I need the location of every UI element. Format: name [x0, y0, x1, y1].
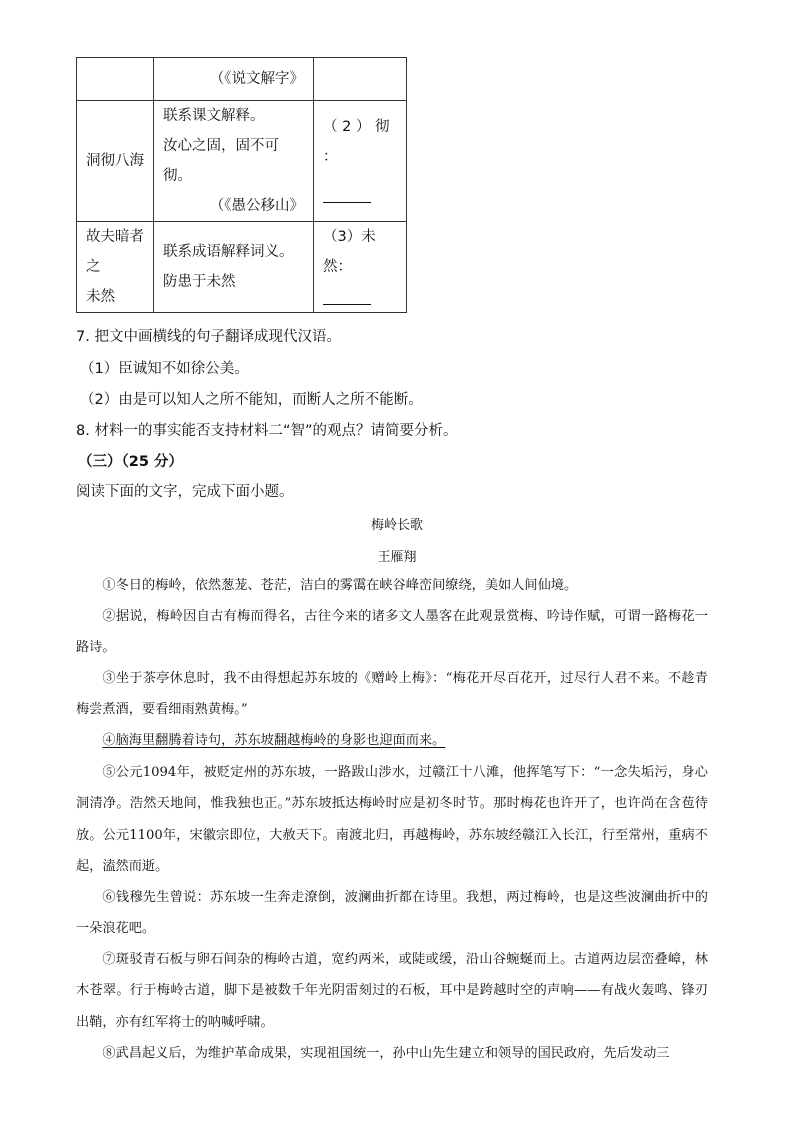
table-cell-word: 洞彻八海: [77, 101, 154, 222]
example-text: 防患于未然: [163, 274, 236, 290]
question-7-1: （1）臣诚知不如徐公美。: [80, 361, 249, 377]
question-7: 7. 把文中画横线的句子翻译成现代汉语。: [76, 329, 341, 345]
paragraph-5: ⑤公元1094年，被贬定州的苏东坡，一路跋山涉水，过赣江十八滩，他挥笔写下：“一念失垢污，身心洞清净。浩然天地间，惟我独也正。”苏东坡抵达梅岭时应是初冬时节。那时梅花也许开了，也许尚在含苞待放。公元1100年，宋徽宗即位，大赦天下。南渡北归，再越梅岭，苏东坡经赣江入长江，行至常州，重病不起，溘然而逝。: [76, 765, 708, 874]
article-author: 王雁翔: [377, 550, 417, 565]
question-8: 8. 材料一的事实能否支持材料二“智”的观点？请简要分析。: [76, 423, 458, 439]
table-row: [77, 222, 407, 313]
table-cell-method: [154, 222, 314, 313]
table-cell-answer: [314, 101, 407, 222]
source-text: （《愚公移山》: [209, 198, 304, 214]
section-instruction: 阅读下面的文字，完成下面小题。: [76, 484, 294, 500]
table-cell-word: [77, 58, 154, 101]
article-title: 梅岭长歌: [370, 518, 423, 533]
table-cell-answer: [314, 222, 407, 313]
paragraph-2: ②据说，梅岭因自古有梅而得名，古往今来的诸多文人墨客在此观景赏梅、吟诗作赋，可谓一路梅花一路诗。: [76, 609, 708, 656]
question-7-2: （2）由是可以知人之所不能知，而断人之所不能断。: [80, 392, 423, 408]
table-cell-answer: [314, 58, 407, 101]
word-line: 故夫暗者之: [86, 229, 144, 275]
method-text: 联系成语解释词义。: [163, 244, 294, 260]
method-text: 联系课文解释。: [163, 108, 265, 124]
answer-label: （3）未然：: [323, 229, 376, 275]
paragraph-8: ⑧武昌起义后，为维护革命成果，实现祖国统一，孙中山先生建立和领导的国民政府，先后发动三: [102, 1046, 670, 1061]
paragraph-3: ③坐于茶亭休息时，我不由得想起苏东坡的《赠岭上梅》：“梅花开尽百花开，过尽行人君不来。不趁青梅尝煮酒，要看细雨熟黄梅。”: [76, 671, 708, 718]
example-text: 汝心之固，固不可彻。: [163, 138, 279, 184]
word-line: 未然: [86, 289, 115, 305]
paragraph-6: ⑥钱穆先生曾说：苏东坡一生奔走潦倒，波澜曲折都在诗里。我想，两过梅岭，也是这些波澜曲折中的一朵浪花吧。: [76, 890, 708, 937]
table-cell-method: [154, 101, 314, 222]
underlined-sentence: ④脑海里翻腾着诗句，苏东坡翻越梅岭的身影也迎面而来。: [102, 733, 446, 748]
paragraph-7: ⑦斑驳青石板与卵石间杂的梅岭古道，宽约两米，或陡或缓，沿山谷蜿蜒而上。古道两边层峦叠嶂，林木苍翠。行于梅岭古道，脚下是被数千年光阴雷刻过的石板，耳中是跨越时空的声响——有战火轰鸣、锋刃出鞘，亦有红军将士的呐喊呼啸。: [76, 952, 708, 1030]
answer-label: （ 2 ） 彻 ：: [323, 119, 390, 165]
table-row: [77, 58, 407, 101]
vocab-table: [76, 57, 407, 313]
table-row: [77, 101, 407, 222]
paragraph-4: [76, 725, 708, 756]
table-cell-word: [77, 222, 154, 313]
answer-blank: [323, 188, 371, 203]
table-cell-source: （《说文解字》: [154, 58, 314, 101]
section-heading: （三）（25 分）: [78, 454, 183, 470]
paragraph-1: ①冬日的梅岭，依然葱茏、苍茫，洁白的雾霭在峡谷峰峦间缭绕，美如人间仙境。: [102, 578, 578, 593]
answer-blank: [323, 290, 371, 305]
